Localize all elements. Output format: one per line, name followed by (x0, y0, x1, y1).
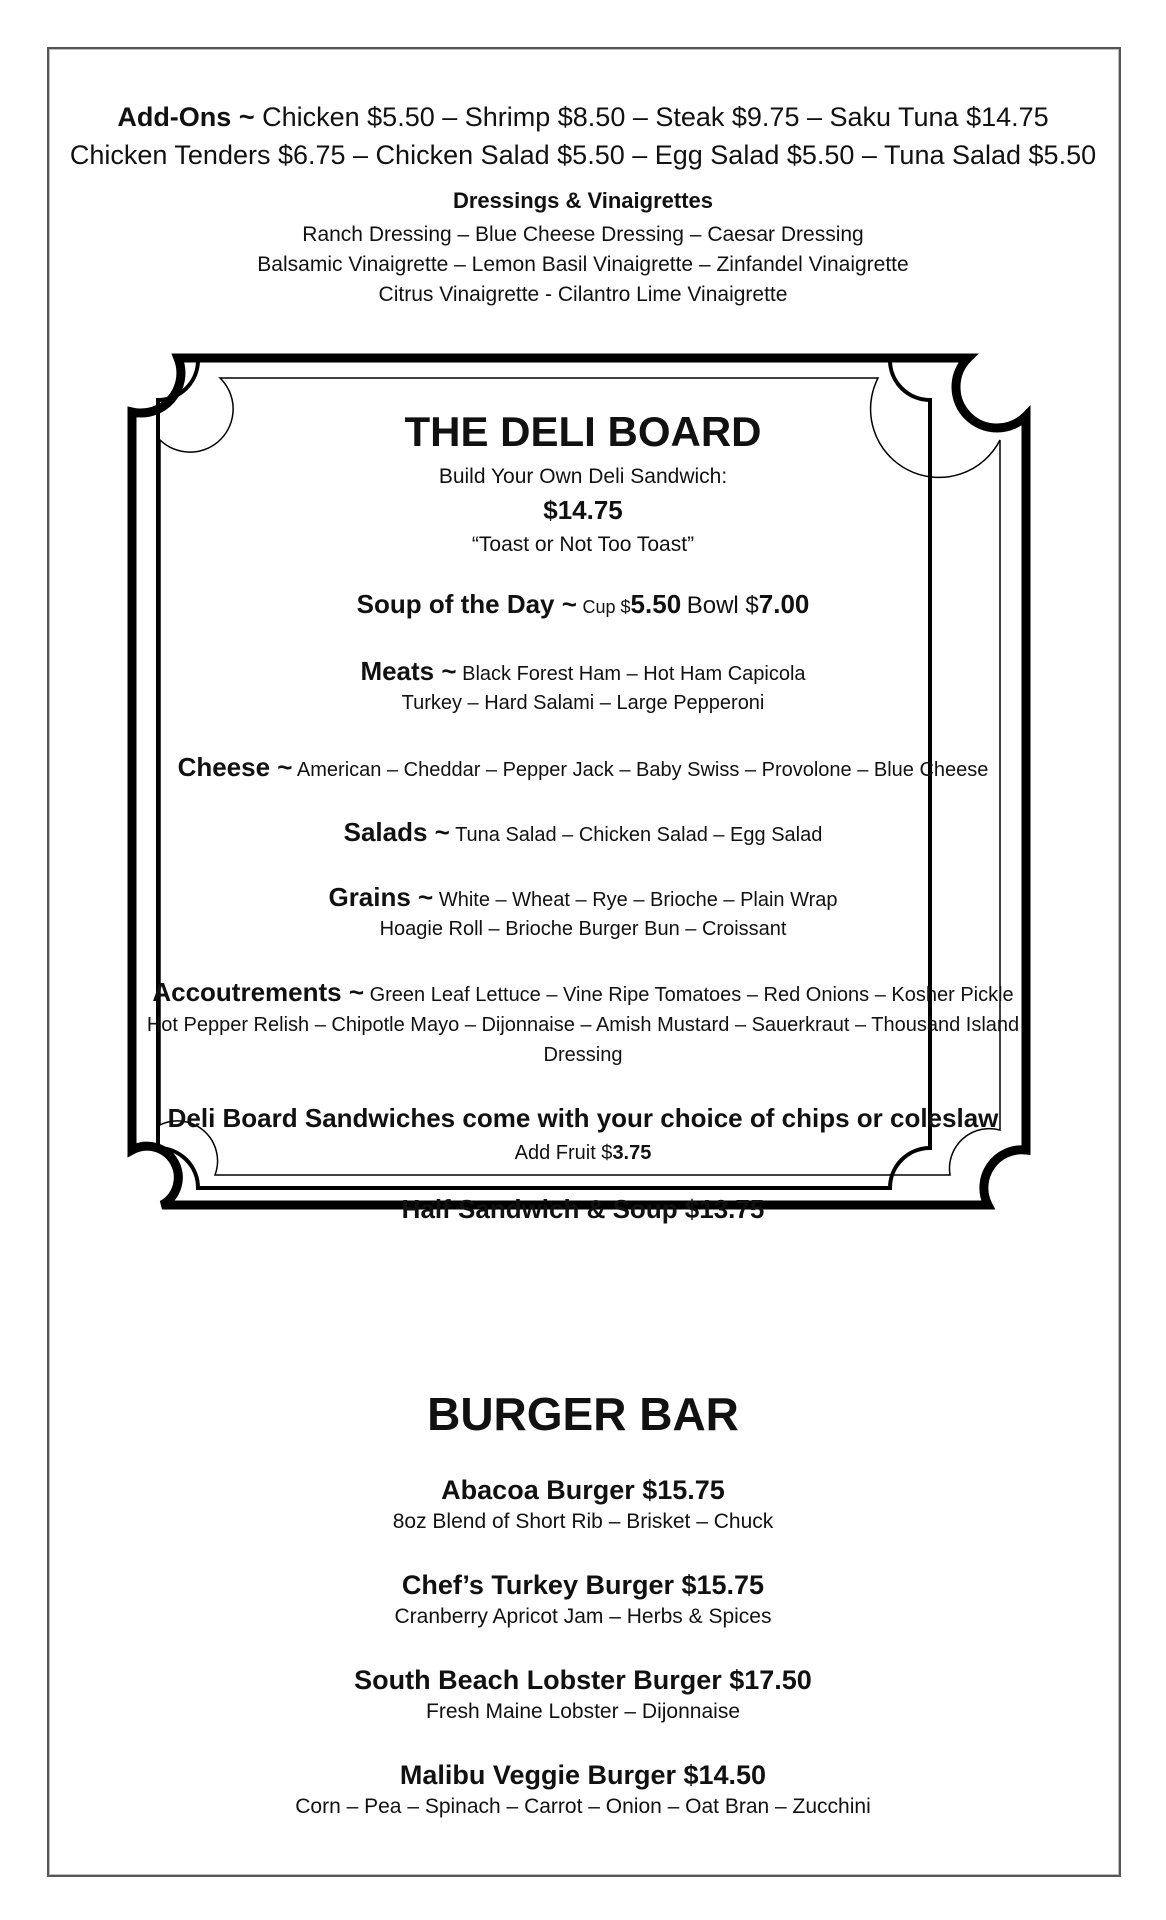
dressings-line-3: Citrus Vinaigrette - Cilantro Lime Vinaigrette (378, 283, 788, 306)
cheese-items: American – Cheddar – Pepper Jack – Baby Swiss – Provolone – Blue Cheese (296, 759, 989, 781)
salads-label: Salads ~ (343, 817, 450, 847)
accoutrements-line-3: Dressing (543, 1044, 623, 1066)
accoutrements-line-2: Hot Pepper Relish – Chipotle Mayo – Dijonnaise – Amish Mustard – Sauerkraut – Thousand Island (146, 1014, 1020, 1036)
dressings-line-1: Ranch Dressing – Blue Cheese Dressing – Caesar Dressing (302, 223, 864, 246)
burger-item-name: Malibu Veggie Burger $14.50 (399, 1760, 767, 1790)
add-fruit (0, 1142, 1166, 1165)
burger-item-desc: Corn – Pea – Spinach – Carrot – Onion – Oat Bran – Zucchini (295, 1795, 871, 1818)
grains-line-1 (0, 882, 1166, 913)
burger-item-desc: Fresh Maine Lobster – Dijonnaise (426, 1700, 740, 1723)
burger-bar-title: BURGER BAR (427, 1388, 739, 1440)
soup-label: Soup of the Day ~ (356, 589, 577, 619)
accoutrements-items-1: Green Leaf Lettuce – Vine Ripe Tomatoes – Red Onions – Kosher Pickle (369, 984, 1014, 1006)
dressings-title: Dressings & Vinaigrettes (452, 188, 714, 213)
soup-cup-price: 5.50 (630, 589, 682, 619)
accoutrements-line-1 (0, 977, 1166, 1008)
burger-item-name: Chef’s Turkey Burger $15.75 (401, 1570, 765, 1600)
burger-item-desc: Cranberry Apricot Jam – Herbs & Spices (394, 1605, 772, 1628)
grains-items-1: White – Wheat – Rye – Brioche – Plain Wrap (438, 889, 838, 911)
burger-item-name: South Beach Lobster Burger $17.50 (354, 1665, 812, 1695)
meats-label: Meats ~ (360, 656, 457, 686)
grains-label: Grains ~ (328, 882, 434, 912)
dressings-line-2: Balsamic Vinaigrette – Lemon Basil Vinaigrette – Zinfandel Vinaigrette (257, 253, 909, 276)
half-sandwich-soup: Half Sandwich & Soup $13.75 (401, 1194, 765, 1224)
soup-of-the-day (0, 589, 1166, 620)
grains-line-2: Hoagie Roll – Brioche Burger Bun – Croissant (379, 918, 787, 940)
addons-label: Add-Ons ~ (117, 102, 255, 132)
deli-board-title: THE DELI BOARD (404, 408, 762, 455)
addons-items-1: Chicken $5.50 – Shrimp $8.50 – Steak $9.75 – Saku Tuna $14.75 (262, 102, 1049, 132)
burger-item-desc: 8oz Blend of Short Rib – Brisket – Chuck (392, 1510, 774, 1533)
salads-line (0, 817, 1166, 848)
deli-board-subtitle: Build Your Own Deli Sandwich: (438, 465, 728, 488)
soup-bowl-label: Bowl $ (686, 592, 759, 619)
meats-items-1: Black Forest Ham – Hot Ham Capicola (462, 663, 806, 685)
burger-item-name: Abacoa Burger $15.75 (441, 1475, 725, 1505)
soup-cup-label: Cup $ (582, 597, 631, 617)
addons-line-2: Chicken Tenders $6.75 – Chicken Salad $5.50 – Egg Salad $5.50 – Tuna Salad $5.50 (69, 140, 1097, 170)
add-fruit-label: Add Fruit $ (514, 1142, 613, 1164)
soup-bowl-price: 7.00 (758, 589, 810, 619)
salads-items: Tuna Salad – Chicken Salad – Egg Salad (455, 824, 823, 846)
meats-line-1 (0, 656, 1166, 687)
accoutrements-label: Accoutrements ~ (152, 977, 365, 1007)
meats-line-2: Turkey – Hard Salami – Large Pepperoni (401, 692, 765, 714)
deli-board-tagline: “Toast or Not Too Toast” (471, 533, 695, 556)
cheese-line (0, 752, 1166, 783)
cheese-label: Cheese ~ (177, 752, 293, 782)
chips-note: Deli Board Sandwiches come with your choice of chips or coleslaw (167, 1103, 999, 1133)
add-fruit-price: 3.75 (612, 1142, 652, 1164)
deli-board-price: $14.75 (543, 495, 623, 525)
